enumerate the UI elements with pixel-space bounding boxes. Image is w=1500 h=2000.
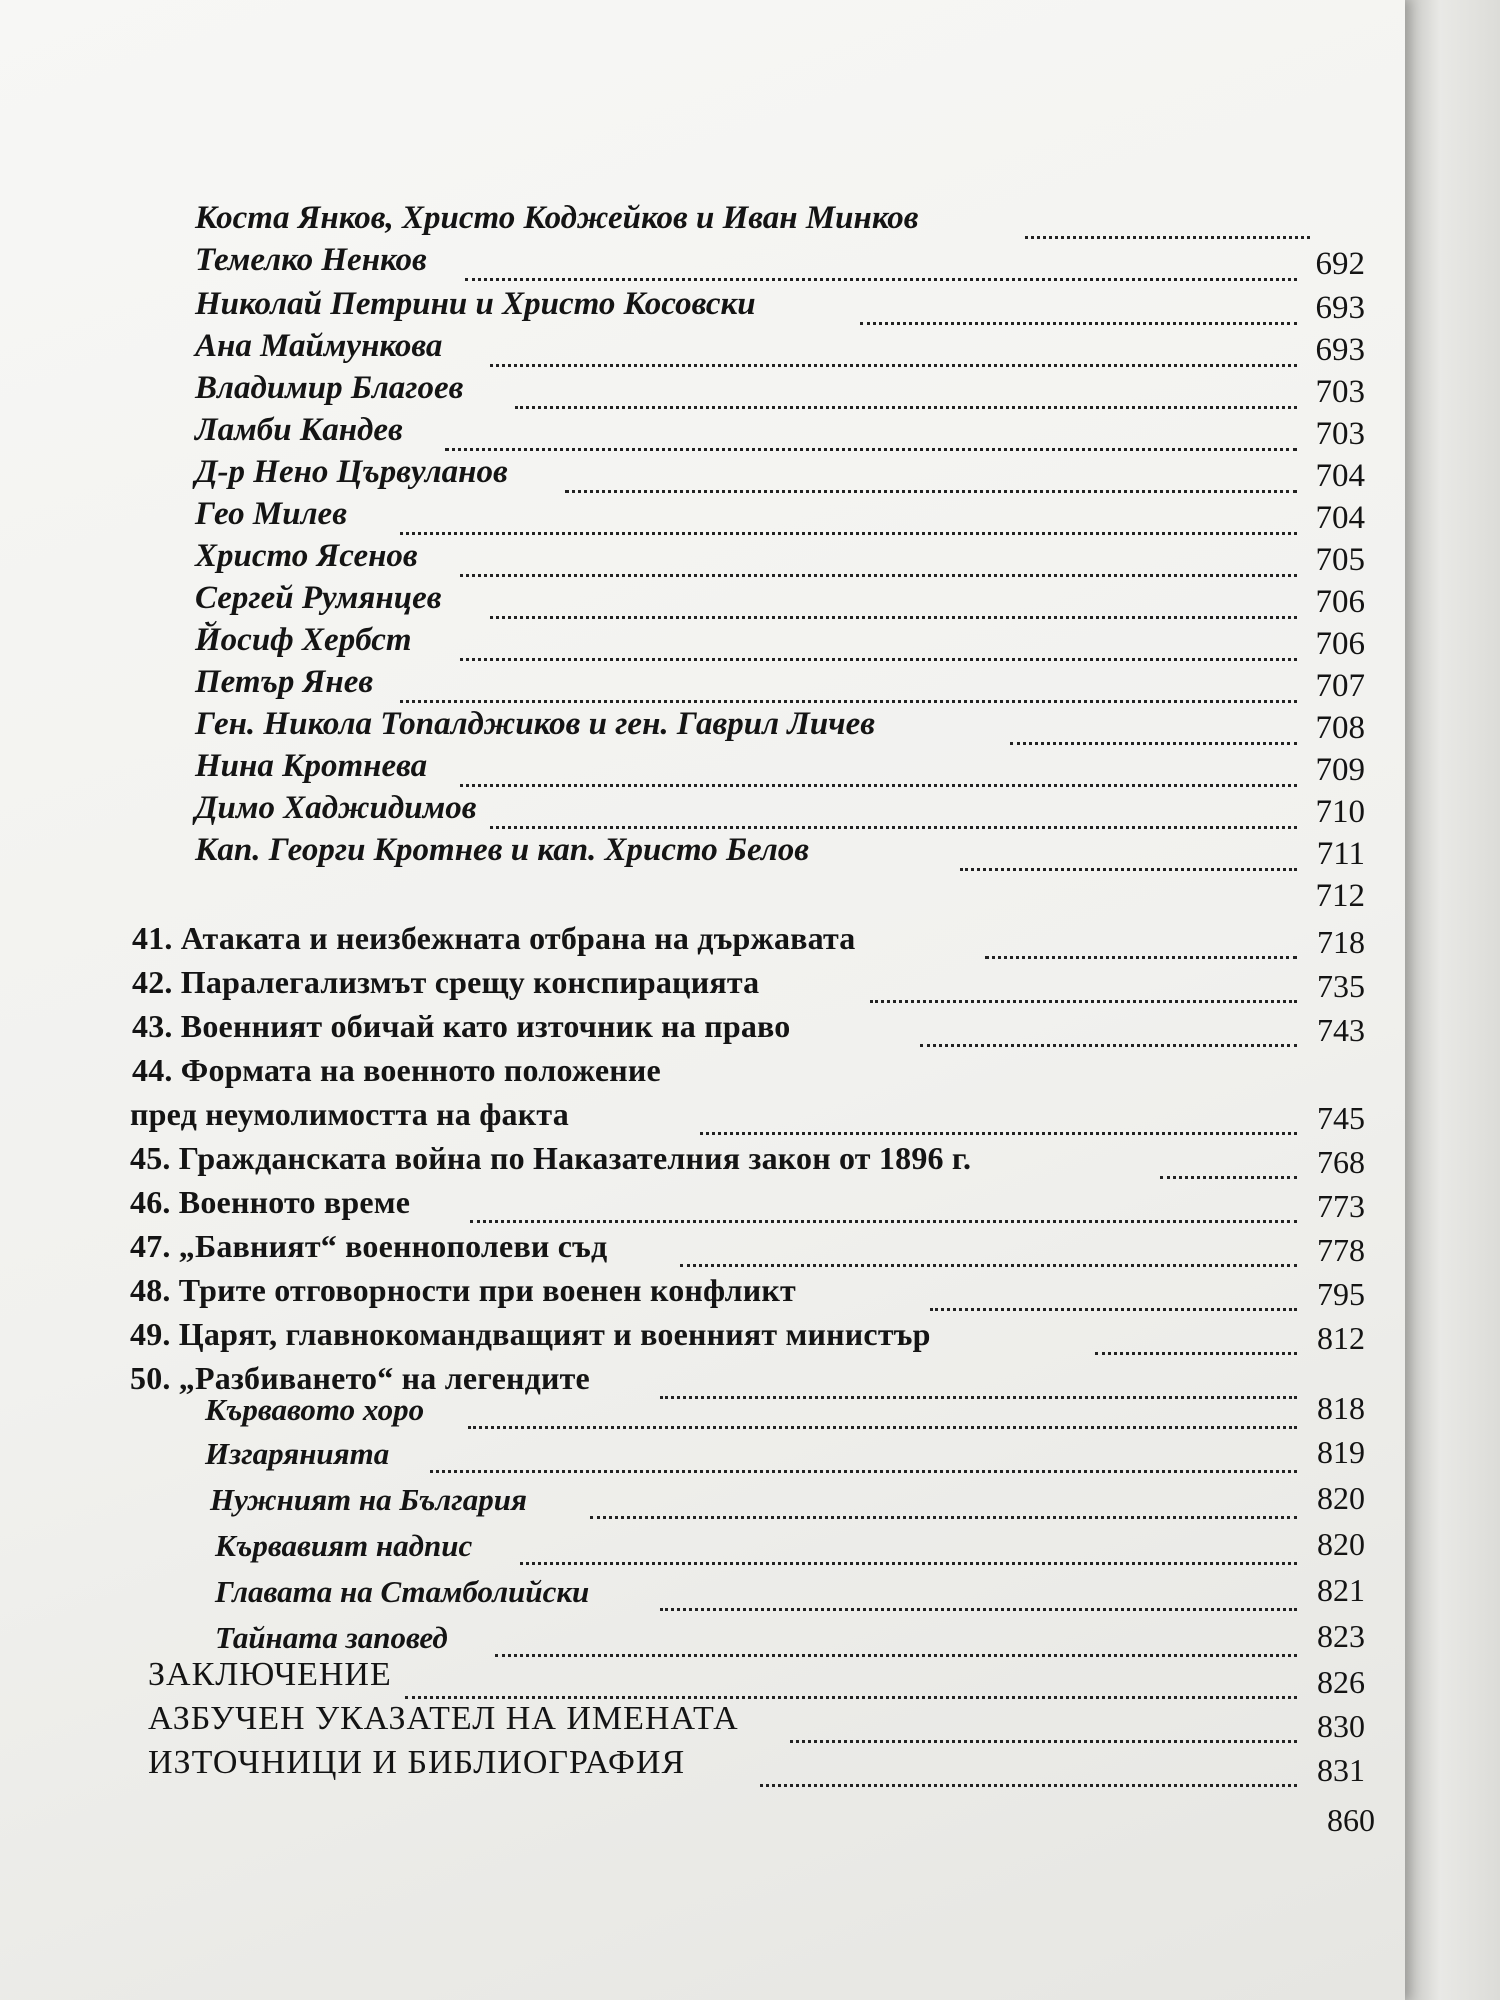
dot-leader <box>1010 742 1297 745</box>
toc-entry-page: 709 <box>1315 752 1365 788</box>
toc-entry-label: Димо Хаджидимов <box>195 790 477 826</box>
dot-leader <box>460 658 1297 661</box>
toc-entry <box>0 622 1405 666</box>
dot-leader <box>400 532 1297 535</box>
toc-entry-page: 818 <box>1317 1390 1365 1426</box>
toc-chapter-label: 48. Трите отговорности при военен конфликт <box>130 1272 796 1308</box>
toc-entry-page: 693 <box>1315 332 1365 368</box>
toc-entry <box>0 496 1405 540</box>
toc-entry <box>0 748 1405 792</box>
toc-chapter <box>0 1008 1405 1052</box>
toc-entry-page: 820 <box>1317 1480 1365 1516</box>
toc-chapter <box>0 920 1405 964</box>
toc-chapter-page: 768 <box>1317 1144 1365 1180</box>
adjacent-page-edge <box>1400 0 1500 2000</box>
toc-entry-label: Владимир Благоев <box>195 370 464 406</box>
dot-leader <box>565 490 1297 493</box>
toc-entry-page: 703 <box>1315 374 1365 410</box>
toc-entry <box>0 832 1405 876</box>
toc-backmatter <box>0 1656 1405 1700</box>
toc-entry-page: 704 <box>1315 458 1365 494</box>
toc-entry-label: Нина Кротнева <box>195 748 428 784</box>
dot-leader <box>468 1426 1297 1429</box>
toc-entry <box>0 664 1405 708</box>
toc-chapter-page: 735 <box>1317 968 1365 1004</box>
toc-entry-label: Кървавото хоро <box>205 1392 425 1427</box>
toc-entry <box>0 1568 1405 1612</box>
dot-leader <box>1095 1352 1297 1355</box>
toc-entry <box>0 412 1405 456</box>
toc-chapter <box>0 1272 1405 1316</box>
toc-entry <box>0 1476 1405 1520</box>
toc-entry-label: Главата на Стамболийски <box>215 1574 590 1609</box>
dot-leader <box>405 1696 1297 1699</box>
toc-entry-label: Ламби Кандев <box>195 412 403 448</box>
toc-chapter-page: 778 <box>1317 1232 1365 1268</box>
toc-entry <box>0 538 1405 582</box>
toc-orphan-row <box>0 874 1405 918</box>
toc-entry <box>0 580 1405 624</box>
toc-entry-page: 823 <box>1317 1618 1365 1654</box>
toc-entry-page: 820 <box>1317 1526 1365 1562</box>
dot-leader <box>470 1220 1297 1223</box>
toc-entry-label: Темелко Ненков <box>195 242 427 278</box>
dot-leader <box>1025 236 1310 239</box>
toc-entry <box>0 200 1405 244</box>
toc-entry <box>0 1430 1405 1474</box>
dot-leader <box>490 616 1297 619</box>
toc-entry-label: Коста Янков, Христо Коджейков и Иван Минков <box>195 200 919 236</box>
toc-entry-page: 712 <box>1315 878 1365 914</box>
dot-leader <box>490 364 1297 367</box>
toc-backmatter-page: 860 <box>1327 1802 1375 1838</box>
toc-entry-label: Йосиф Хербст <box>195 622 412 658</box>
toc-chapter-label: 46. Военното време <box>130 1184 411 1220</box>
toc-chapter-page: 812 <box>1317 1320 1365 1356</box>
dot-leader <box>520 1562 1297 1565</box>
toc-entry-label: Ген. Никола Топалджиков и ген. Гаврил Личев <box>195 706 875 742</box>
toc-entry-label: Ана Маймункова <box>195 328 443 364</box>
toc-chapter-label: 45. Гражданската война по Наказателния закон от 1896 г. <box>130 1140 972 1176</box>
toc-entry-page: 706 <box>1315 584 1365 620</box>
toc-final-row <box>0 1788 1405 1838</box>
toc-chapter <box>0 1096 1405 1140</box>
toc-chapter-page: 773 <box>1317 1188 1365 1224</box>
dot-leader <box>490 826 1297 829</box>
toc-entry-page: 708 <box>1315 710 1365 746</box>
toc-chapter <box>0 1316 1405 1360</box>
dot-leader <box>860 322 1297 325</box>
toc-entry-page: 705 <box>1315 542 1365 578</box>
dot-leader <box>460 784 1297 787</box>
toc-backmatter <box>0 1744 1405 1788</box>
toc-entry-page: 706 <box>1315 626 1365 662</box>
toc-chapter-label: 42. Паралегализмът срещу конспирацията <box>132 964 760 1000</box>
toc-backmatter-page: 830 <box>1317 1708 1365 1744</box>
dot-leader <box>920 1044 1297 1047</box>
toc-entry <box>0 1386 1405 1430</box>
toc-entry-label: Изгарянията <box>205 1436 390 1471</box>
toc-entry-label: Нужният на България <box>210 1482 527 1517</box>
dot-leader <box>960 868 1297 871</box>
toc-entry-page: 710 <box>1315 794 1365 830</box>
toc-chapter <box>0 1140 1405 1184</box>
toc-entry-label: Тайната заповед <box>215 1620 448 1655</box>
toc-backmatter-page: 826 <box>1317 1664 1365 1700</box>
toc-entry <box>0 790 1405 834</box>
toc-chapter <box>0 964 1405 1008</box>
dot-leader <box>400 700 1297 703</box>
dot-leader <box>465 278 1297 281</box>
toc-entry-label: Кап. Георги Кротнев и кап. Христо Белов <box>195 832 810 868</box>
dot-leader <box>430 1470 1297 1473</box>
dot-leader <box>460 574 1297 577</box>
toc-entry <box>0 1522 1405 1566</box>
dot-leader <box>680 1264 1297 1267</box>
toc-chapter-page: 718 <box>1317 924 1365 960</box>
toc-entry-page: 707 <box>1315 668 1365 704</box>
toc-entry-page: 821 <box>1317 1572 1365 1608</box>
toc-chapter-label: 41. Атаката и неизбежната отбрана на държавата <box>132 920 856 956</box>
toc-entry <box>0 328 1405 372</box>
toc-entry-label: Христо Ясенов <box>195 538 418 574</box>
toc-backmatter-label: ИЗТОЧНИЦИ И БИБЛИОГРАФИЯ <box>148 1744 686 1781</box>
toc-entry-page: 819 <box>1317 1434 1365 1470</box>
toc-chapter-label: пред неумолимостта на факта <box>130 1096 569 1132</box>
toc-entry <box>0 370 1405 414</box>
toc-chapter-page: 743 <box>1317 1012 1365 1048</box>
dot-leader <box>1160 1176 1297 1179</box>
toc-entry-page: 693 <box>1315 290 1365 326</box>
toc-chapter-page: 745 <box>1317 1100 1365 1136</box>
toc-entry <box>0 454 1405 498</box>
toc-chapter-label: 44. Формата на военното положение <box>132 1052 661 1088</box>
toc-chapter <box>0 1184 1405 1228</box>
toc-entry-label: Сергей Румянцев <box>195 580 442 616</box>
dot-leader <box>985 956 1297 959</box>
dot-leader <box>590 1516 1297 1519</box>
dot-leader <box>760 1784 1297 1787</box>
toc-entry-page: 703 <box>1315 416 1365 452</box>
toc-chapter-label: 43. Военният обичай като източник на право <box>132 1008 791 1044</box>
toc-entry-label: Гео Милев <box>195 496 347 532</box>
dot-leader <box>660 1608 1297 1611</box>
toc-entry-label: Д-р Нено Цървуланов <box>195 454 508 490</box>
toc-backmatter-label: АЗБУЧЕН УКАЗАТЕЛ НА ИМЕНАТА <box>148 1700 739 1737</box>
dot-leader <box>700 1132 1297 1135</box>
dot-leader <box>445 448 1297 451</box>
toc-chapter <box>0 1052 1405 1096</box>
toc-chapter-label: 50. „Разбиването“ на легендите <box>130 1360 590 1396</box>
dot-leader <box>515 406 1297 409</box>
toc-backmatter-label: ЗАКЛЮЧЕНИЕ <box>148 1656 392 1693</box>
toc-entry-label: Кървавият надпис <box>215 1528 473 1563</box>
toc-chapter-label: 47. „Бавният“ военнополеви съд <box>130 1228 608 1264</box>
toc-backmatter-page: 831 <box>1317 1752 1365 1788</box>
toc-entry-page: 711 <box>1316 836 1365 872</box>
toc-entry <box>0 286 1405 330</box>
toc-backmatter <box>0 1700 1405 1744</box>
toc-chapter-page: 795 <box>1317 1276 1365 1312</box>
toc-entry-page: 704 <box>1315 500 1365 536</box>
toc-chapter <box>0 1228 1405 1272</box>
toc-entry <box>0 1614 1405 1658</box>
dot-leader <box>930 1308 1297 1311</box>
toc-entry-label: Николай Петрини и Христо Косовски <box>195 286 756 322</box>
toc-entry <box>0 242 1405 286</box>
toc-entry-label: Петър Янев <box>195 664 374 700</box>
toc-entry <box>0 706 1405 750</box>
toc-chapter-label: 49. Царят, главнокомандващият и военният министър <box>130 1316 931 1352</box>
dot-leader <box>870 1000 1297 1003</box>
dot-leader <box>790 1740 1297 1743</box>
toc-entry-page: 692 <box>1315 246 1365 282</box>
